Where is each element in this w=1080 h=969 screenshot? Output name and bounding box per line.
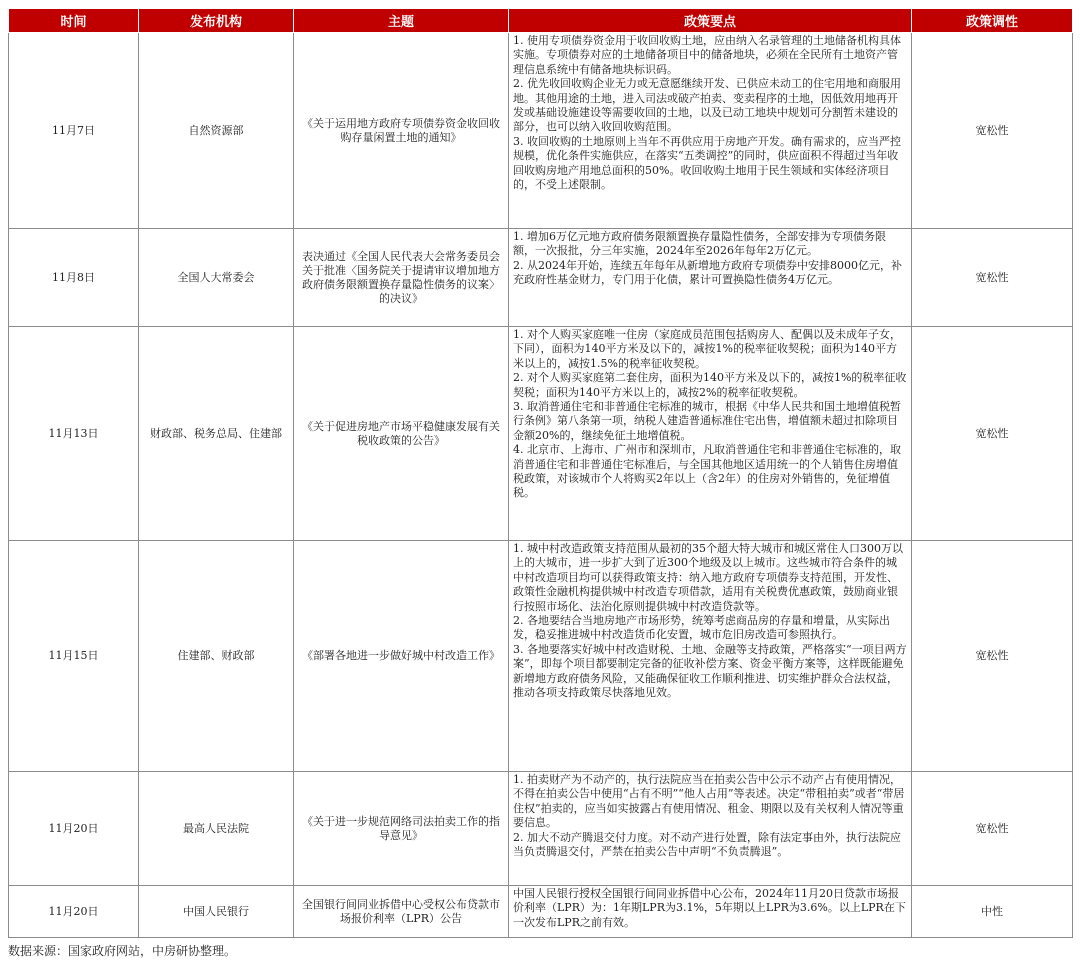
header-org: 发布机构 bbox=[139, 9, 294, 33]
row-org: 住建部、财政部 bbox=[139, 541, 294, 772]
row-tone: 宽松性 bbox=[912, 772, 1073, 886]
row-topic: 《关于促进房地产市场平稳健康发展有关税收政策的公告》 bbox=[294, 327, 509, 541]
row-org: 财政部、税务总局、住建部 bbox=[139, 327, 294, 541]
row-org: 全国人大常委会 bbox=[139, 229, 294, 327]
policy-table bbox=[8, 8, 1073, 938]
policy-point: 2. 优先收回收购企业无力或无意愿继续开发、已供应未动工的住宅用地和商服用地。其他用途的土地，进入司法或破产拍卖、变卖程序的土地，因低效用地再开发或基础设施建设等需要收回的土地，以及已动工地块中规划可分割暂未建设的部分，也可以纳入收回收购范围。 bbox=[513, 77, 901, 134]
row-date: 11月15日 bbox=[9, 541, 139, 772]
header-date: 时间 bbox=[9, 9, 139, 33]
header-topic: 主题 bbox=[294, 9, 509, 33]
table-row bbox=[9, 327, 1073, 541]
policy-point: 1. 使用专项债券资金用于收回收购土地，应由纳入名录管理的土地储备机构具体实施。专项债券对应的土地储备项目中的储备地块，必须在全民所有土地资产管理信息系统中有储备地块标识码。 bbox=[513, 34, 901, 76]
row-points bbox=[509, 772, 912, 886]
row-date: 11月8日 bbox=[9, 229, 139, 327]
policy-point: 3. 收回收购的土地原则上当年不再供应用于房地产开发。确有需求的，应当严控规模，优化条件实施供应，在落实“五类调控”的同时，供应面积不得超过当年收回收购房地产用地总面积的50%。收回收购土地用于民生领域和实体经济项目的，不受上述限制。 bbox=[513, 134, 901, 192]
row-points bbox=[509, 886, 912, 938]
header-tone: 政策调性 bbox=[912, 9, 1073, 33]
row-points bbox=[509, 229, 912, 327]
row-topic: 表决通过《全国人民代表大会常务委员会关于批准〈国务院关于提请审议增加地方政府债务限额置换存量隐性债务的议案〉的决议》 bbox=[294, 229, 509, 327]
table-header-row bbox=[9, 9, 1073, 33]
row-tone: 宽松性 bbox=[912, 541, 1073, 772]
policy-point: 4. 北京市、上海市、广州市和深圳市，凡取消普通住宅和非普通住宅标准的，取消普通住宅和非普通住宅标准后，与全国其他地区适用统一的个人销售住房增值税政策，对该城市个人将购买2年以上（含2年）的住房对外销售的，免征增值税。 bbox=[513, 443, 901, 500]
table-row bbox=[9, 229, 1073, 327]
row-org: 中国人民银行 bbox=[139, 886, 294, 938]
row-points bbox=[509, 541, 912, 772]
row-topic: 《关于进一步规范网络司法拍卖工作的指导意见》 bbox=[294, 772, 509, 886]
policy-point: 1. 城中村改造政策支持范围从最初的35个超大特大城市和城区常住人口300万以上的大城市，进一步扩大到了近300个地级及以上城市。这些城市符合条件的城中村改造项目均可以获得政策支持：纳入地方政府专项债券支持范围，开发性、政策性金融机构提供城中村改造专项借款，适用有关税费优惠政策，鼓励商业银行按照市场化、法治化原则提供城中村改造贷款等。 bbox=[513, 542, 903, 613]
row-date: 11月7日 bbox=[9, 33, 139, 229]
policy-point: 1. 对个人购买家庭唯一住房（家庭成员范围包括购房人、配偶以及未成年子女，下同），面积为140平方米及以下的，减按1%的税率征收契税；面积为140平方米以上的，减按1.5%的税率征收契税。 bbox=[513, 328, 901, 370]
row-org: 最高人民法院 bbox=[139, 772, 294, 886]
row-topic: 《关于运用地方政府专项债券资金收回收购存量闲置土地的通知》 bbox=[294, 33, 509, 229]
header-points: 政策要点 bbox=[509, 9, 912, 33]
row-date: 11月20日 bbox=[9, 886, 139, 938]
policy-point: 2. 各地要结合当地房地产市场形势，统筹考虑商品房的存量和增量，从实际出发，稳妥推进城中村改造货币化安置，城市危旧房改造可参照执行。 bbox=[513, 614, 890, 642]
policy-point: 1. 增加6万亿元地方政府债务限额置换存量隐性债务，全部安排为专项债务限额，一次报批，分三年实施，2024年至2026年每年2万亿元。 bbox=[513, 230, 886, 258]
table-row bbox=[9, 33, 1073, 229]
policy-table-container bbox=[8, 8, 1072, 959]
row-tone: 中性 bbox=[912, 886, 1073, 938]
policy-point: 2. 对个人购买家庭第二套住房，面积为140平方米及以下的，减按1%的税率征收契税；面积为140平方米以上的，减按2%的税率征收契税。 bbox=[513, 371, 907, 399]
row-date: 11月20日 bbox=[9, 772, 139, 886]
policy-point: 3. 各地要落实好城中村改造财税、土地、金融等支持政策，严格落实“一项目两方案”，即每个项目都要制定完备的征收补偿方案、资金平衡方案等，这样既能避免新增地方政府债务风险，又能确保征收工作顺利推进、切实维护群众合法权益，推动各项支持政策尽快落地见效。 bbox=[513, 642, 907, 700]
row-tone: 宽松性 bbox=[912, 229, 1073, 327]
table-row bbox=[9, 541, 1073, 772]
row-tone: 宽松性 bbox=[912, 327, 1073, 541]
data-source-note: 数据来源：国家政府网站，中房研协整理。 bbox=[8, 944, 237, 958]
policy-point: 中国人民银行授权全国银行间同业拆借中心公布，2024年11月20日贷款市场报价利率（LPR）为：1年期LPR为3.1%，5年期以上LPR为3.6%。以上LPR在下一次发布LPR之前有效。 bbox=[513, 887, 906, 929]
row-points bbox=[509, 33, 912, 229]
row-points bbox=[509, 327, 912, 541]
table-row bbox=[9, 772, 1073, 886]
table-row bbox=[9, 886, 1073, 938]
policy-point: 2. 从2024年开始，连续五年每年从新增地方政府专项债券中安排8000亿元，补充政府性基金财力，专门用于化债，累计可置换隐性债务4万亿元。 bbox=[513, 258, 902, 287]
policy-point: 2. 加大不动产腾退交付力度。对不动产进行处置，除有法定事由外，执行法院应当负责腾退交付，严禁在拍卖公告中声明“不负责腾退”。 bbox=[513, 830, 901, 859]
row-tone: 宽松性 bbox=[912, 33, 1073, 229]
policy-point: 3. 取消普通住宅和非普通住宅标准的城市，根据《中华人民共和国土地增值税暂行条例》第八条第一项，纳税人建造普通标准住宅出售，增值额未超过扣除项目金额20%的，继续免征土地增值税。 bbox=[513, 400, 901, 442]
row-org: 自然资源部 bbox=[139, 33, 294, 229]
row-date: 11月13日 bbox=[9, 327, 139, 541]
row-topic: 《部署各地进一步做好城中村改造工作》 bbox=[294, 541, 509, 772]
row-topic: 全国银行间同业拆借中心受权公布贷款市场报价利率（LPR）公告 bbox=[294, 886, 509, 938]
policy-point: 1. 拍卖财产为不动产的，执行法院应当在拍卖公告中公示不动产占有使用情况，不得在拍卖公告中使用“占有不明”“他人占用”等表述。决定“带租拍卖”或者“带居住权”拍卖的，应当如实披露占有使用情况、租金、期限以及有关权利人情况等重要信息。 bbox=[513, 773, 905, 830]
